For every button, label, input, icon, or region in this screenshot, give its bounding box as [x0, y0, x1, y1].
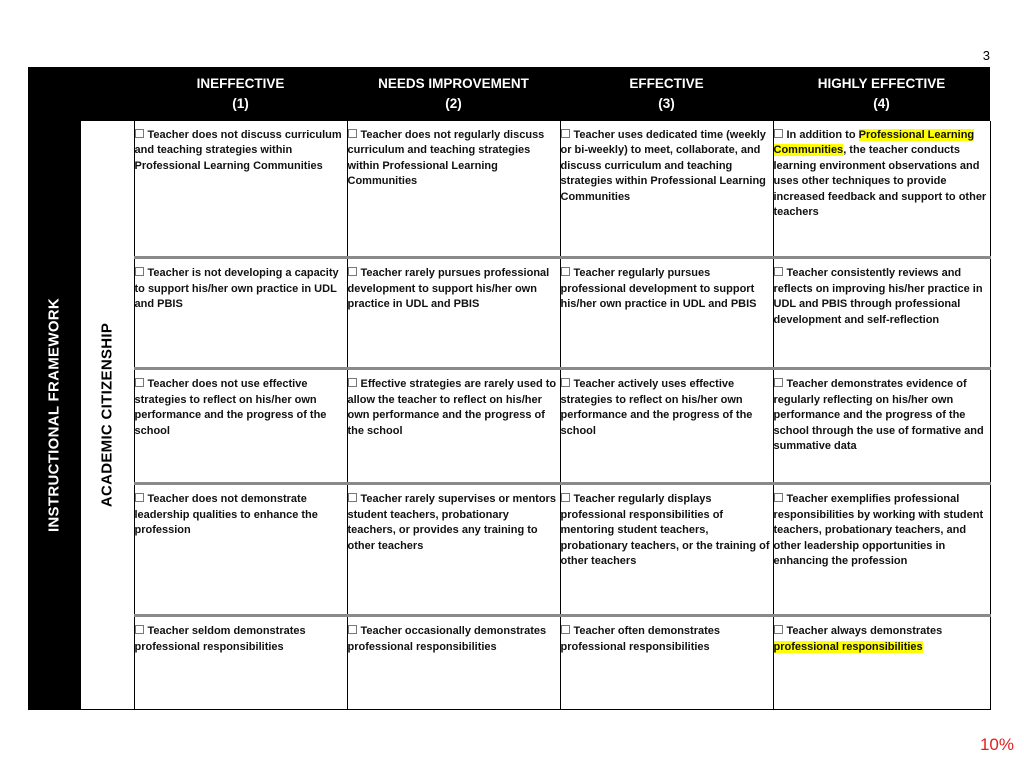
checkbox-icon [561, 378, 570, 387]
column-title: HIGHLY EFFECTIVE [817, 75, 946, 91]
weight-percentage: 10% [979, 735, 1014, 754]
column-number: (2) [445, 95, 462, 111]
criterion-text: Effective strategies are rarely used to allow the teacher to reflect on his/her own performance and the progress of the school [347, 378, 557, 437]
rubric-row [28, 121, 990, 258]
cell-needs-improvement [347, 258, 560, 369]
rubric-row [28, 484, 990, 616]
criterion-text: Teacher often demonstrates professional responsibilities [560, 625, 721, 653]
criterion-text: Teacher regularly displays professional responsibilities of mentoring student teachers, probationary teachers, or the training of other teachers [560, 493, 770, 567]
checkbox-icon [561, 625, 570, 634]
column-number: (1) [232, 95, 249, 111]
checkbox-icon [135, 267, 144, 276]
column-header-highly-effective [773, 67, 990, 121]
rubric-row [28, 616, 990, 710]
criterion-text: Teacher always demonstrates [786, 625, 943, 637]
rubric-row [28, 258, 990, 369]
criterion-text: Teacher does not use effective strategies to reflect on his/her own performance and the progress of the school [134, 378, 327, 437]
criterion-text: Teacher consistently reviews and reflects on improving his/her practice in UDL and PBIS through professional development and self-reflection [773, 267, 983, 326]
cell-needs-improvement [347, 121, 560, 258]
criterion-text: Teacher rarely supervises or mentors student teachers, probationary teachers, or provides any training to other teachers [347, 493, 556, 552]
cell-ineffective [134, 484, 347, 616]
checkbox-icon [348, 625, 357, 634]
cell-effective [560, 121, 773, 258]
criterion-text: Teacher rarely pursues professional development to support his/her own practice in UDL and PBIS [347, 267, 550, 310]
checkbox-icon [135, 378, 144, 387]
framework-label-cell [28, 121, 80, 710]
column-header-ineffective [134, 67, 347, 121]
cell-effective [560, 369, 773, 484]
highlighted-text: professional responsibilities [773, 640, 923, 653]
checkbox-icon [774, 378, 783, 387]
cell-highly-effective [773, 369, 990, 484]
header-row [28, 67, 990, 121]
column-header-effective [560, 67, 773, 121]
criterion-text: Teacher does not demonstrate leadership qualities to enhance the profession [134, 493, 318, 536]
cell-needs-improvement [347, 616, 560, 710]
checkbox-icon [135, 493, 144, 502]
cell-ineffective [134, 258, 347, 369]
cell-ineffective [134, 121, 347, 258]
cell-ineffective [134, 616, 347, 710]
criterion-text: Teacher does not regularly discuss curriculum and teaching strategies within Professional Learning Communities [347, 128, 545, 187]
column-title: EFFECTIVE [629, 75, 704, 91]
checkbox-icon [774, 129, 783, 138]
checkbox-icon [135, 625, 144, 634]
criterion-text: In addition to [786, 128, 859, 141]
header-blank [28, 67, 80, 121]
checkbox-icon [348, 378, 357, 387]
criterion-text: Teacher does not discuss curriculum and teaching strategies within Professional Learning Communities [134, 128, 342, 172]
cell-ineffective [134, 369, 347, 484]
cell-effective [560, 484, 773, 616]
criterion-text: Teacher seldom demonstrates professional responsibilities [134, 625, 306, 653]
rubric-table [28, 67, 991, 710]
cell-needs-improvement [347, 369, 560, 484]
cell-highly-effective [773, 616, 990, 710]
checkbox-icon [561, 493, 570, 502]
category-label: ACADEMIC CITIZENSHIP [98, 322, 116, 508]
checkbox-icon [348, 129, 357, 138]
checkbox-icon [774, 493, 783, 502]
checkbox-icon [774, 267, 783, 276]
checkbox-icon [774, 625, 783, 634]
header-blank [80, 67, 134, 121]
cell-effective [560, 616, 773, 710]
column-number: (4) [873, 95, 890, 111]
cell-highly-effective [773, 484, 990, 616]
column-header-needs-improvement [347, 67, 560, 121]
criterion-text: , the teacher conducts learning environment observations and uses other techniques to provide increased feedback and support to other teachers [773, 144, 987, 218]
rubric-row [28, 369, 990, 484]
criterion-text: Teacher is not developing a capacity to support his/her own practice in UDL and PBIS [134, 267, 339, 310]
column-title: NEEDS IMPROVEMENT [378, 75, 529, 91]
cell-highly-effective [773, 258, 990, 369]
framework-label: INSTRUCTIONAL FRAMEWORK [45, 297, 63, 533]
category-label-cell [80, 121, 134, 710]
highlighted-text: Professional Learning Communities [773, 128, 975, 156]
checkbox-icon [348, 267, 357, 276]
checkbox-icon [348, 493, 357, 502]
checkbox-icon [561, 267, 570, 276]
criterion-text: Teacher actively uses effective strategies to reflect on his/her own performance and the progress of the school [560, 378, 753, 437]
column-number: (3) [658, 95, 675, 111]
criterion-text: Teacher demonstrates evidence of regularly reflecting on his/her own performance and the progress of the school through the use of formative and summative data [773, 378, 984, 452]
checkbox-icon [561, 129, 570, 138]
page-number: 3 [982, 48, 990, 63]
column-title: INEFFECTIVE [196, 75, 285, 91]
criterion-text: Teacher exemplifies professional responsibilities by working with student teachers, probationary teachers, and other leadership opportunities in enhancing the profession [773, 493, 984, 567]
checkbox-icon [135, 129, 144, 138]
cell-effective [560, 258, 773, 369]
criterion-text: Teacher regularly pursues professional development to support his/her own practice in UDL and PBIS [560, 267, 757, 310]
cell-highly-effective [773, 121, 990, 258]
cell-needs-improvement [347, 484, 560, 616]
criterion-text: Teacher uses dedicated time (weekly or bi-weekly) to meet, collaborate, and discuss curriculum and teaching strategies within Professional Learning Communities [560, 128, 766, 203]
criterion-text: Teacher occasionally demonstrates professional responsibilities [347, 625, 547, 653]
